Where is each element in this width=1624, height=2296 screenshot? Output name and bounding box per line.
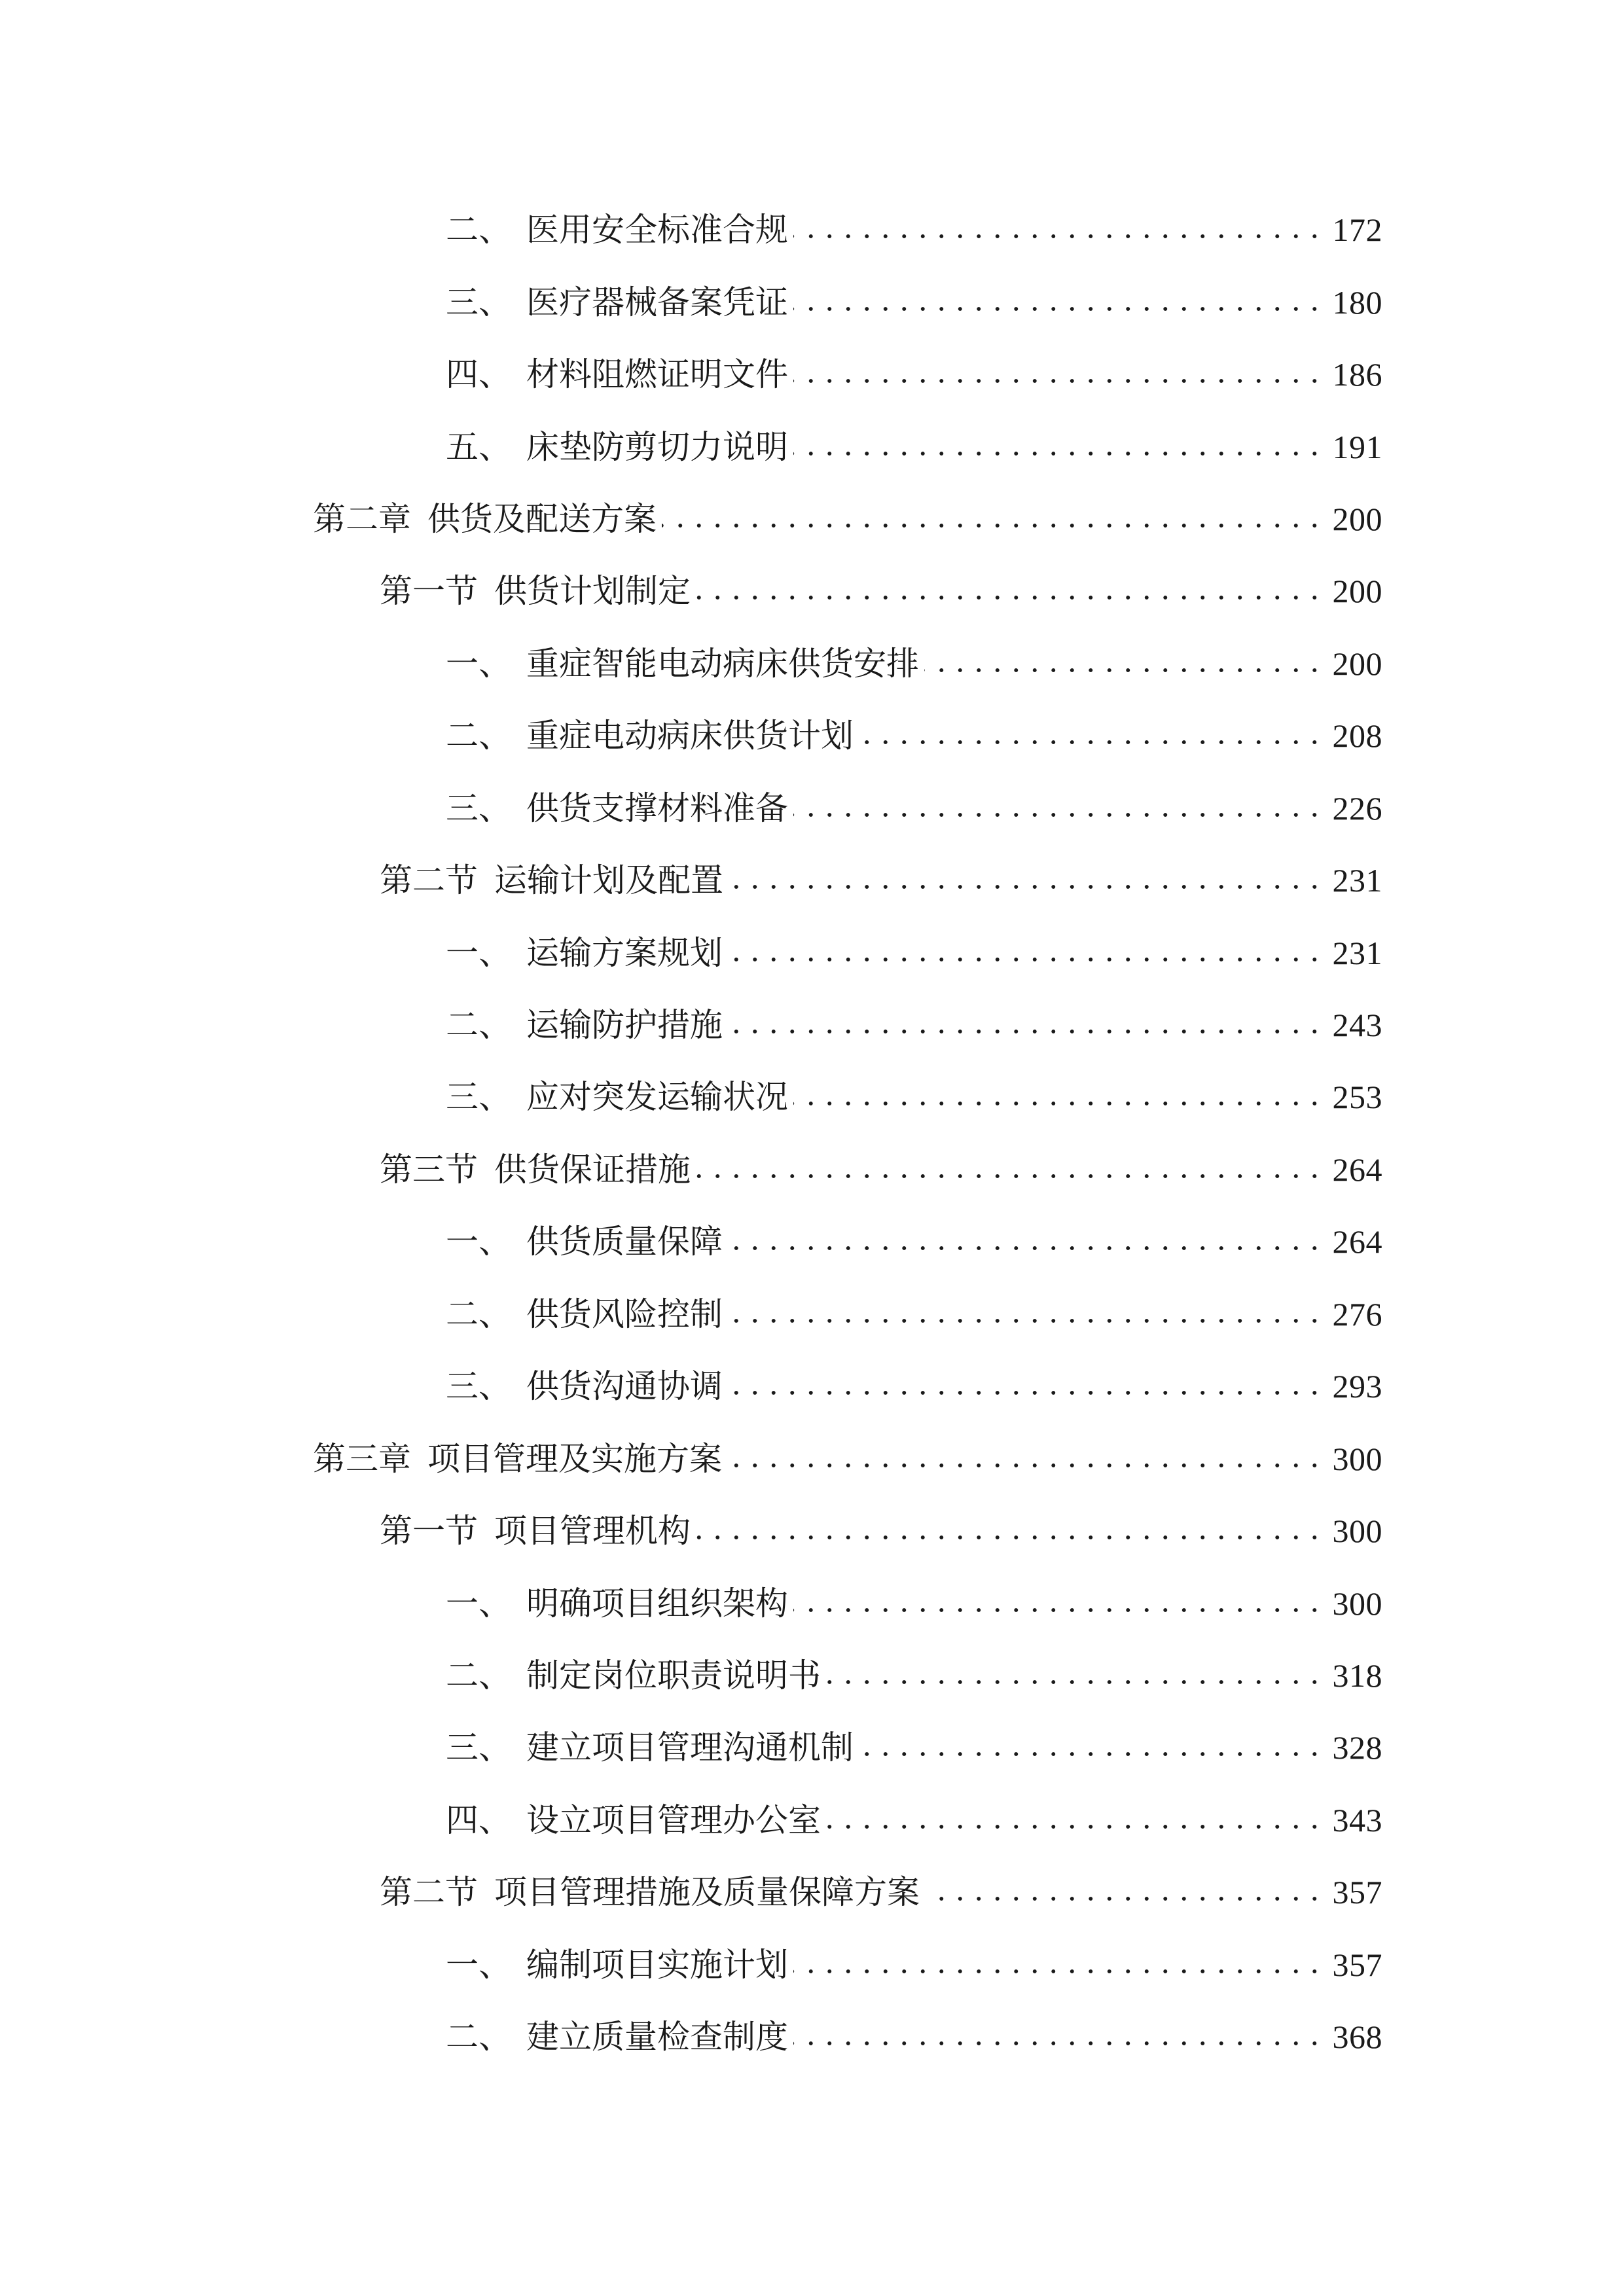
toc-entry-page: 200 — [1332, 500, 1382, 537]
toc-entry-page: 226 — [1332, 789, 1382, 827]
toc-entry-number: 二、 — [446, 717, 511, 755]
toc-entry-number: 三、 — [446, 283, 511, 321]
toc-section-entry — [0, 1856, 1382, 1928]
toc-entry-page: 318 — [1332, 1657, 1382, 1694]
toc-entry-page: 172 — [1332, 211, 1382, 249]
toc-entry-page: 264 — [1332, 1151, 1382, 1188]
toc-entry-page: 300 — [1332, 1440, 1382, 1477]
toc-section-entry — [0, 1134, 1382, 1206]
toc-entry-page: 300 — [1332, 1513, 1382, 1550]
toc-entry-number: 一、 — [446, 934, 511, 971]
toc-entry-title: 明确项目组织架构 — [526, 1585, 788, 1622]
toc-entry-title: 设立项目管理办公室 — [526, 1801, 821, 1839]
toc-entry-title: 医疗器械备案凭证 — [526, 283, 788, 321]
dot-leader — [729, 864, 1324, 897]
toc-entry-title: 运输方案规划 — [526, 934, 723, 971]
toc-entry-number: 第二节 — [380, 1874, 478, 1911]
toc-item-entry — [0, 1640, 1382, 1712]
toc-entry-number: 四、 — [446, 1801, 511, 1839]
toc-section-entry — [0, 1495, 1382, 1567]
toc-item-entry — [0, 1061, 1382, 1133]
dot-leader — [728, 1370, 1324, 1403]
toc-item-entry — [0, 628, 1382, 700]
toc-entry-page: 300 — [1332, 1585, 1382, 1622]
dot-leader — [859, 1731, 1324, 1764]
toc-entry-page: 328 — [1332, 1729, 1382, 1767]
toc-entry-title: 供货计划制定 — [494, 573, 691, 610]
toc-entry-title: 供货沟通协调 — [526, 1368, 723, 1405]
dot-leader — [826, 1659, 1324, 1692]
dot-leader — [696, 575, 1324, 607]
toc-entry-title: 床垫防剪切力说明 — [526, 428, 788, 465]
dot-leader — [728, 937, 1324, 969]
toc-item-entry — [0, 772, 1382, 844]
toc-item-entry — [0, 1206, 1382, 1278]
dot-leader — [793, 792, 1324, 825]
toc-chapter-entry — [0, 1422, 1382, 1494]
dot-leader — [728, 1298, 1324, 1331]
toc-entry-number: 一、 — [446, 1223, 511, 1261]
toc-entry-page: 357 — [1332, 1874, 1382, 1911]
toc-entry-title: 建立项目管理沟通机制 — [526, 1729, 854, 1767]
toc-item-entry — [0, 1784, 1382, 1856]
toc-entry-title: 项目管理措施及质量保障方案 — [494, 1874, 920, 1911]
toc-entry-title: 重症电动病床供货计划 — [526, 717, 854, 755]
dot-leader — [728, 1225, 1324, 1258]
dot-leader — [793, 358, 1324, 391]
dot-leader — [793, 2020, 1324, 2053]
toc-entry-page: 191 — [1332, 428, 1382, 465]
dot-leader — [727, 1443, 1324, 1475]
table-of-contents — [0, 194, 1382, 2073]
toc-item-entry — [0, 1567, 1382, 1639]
toc-item-entry — [0, 266, 1382, 338]
toc-entry-title: 运输计划及配置 — [494, 862, 723, 899]
toc-entry-title: 重症智能电动病床供货安排 — [526, 645, 919, 682]
dot-leader — [826, 1804, 1324, 1837]
toc-chapter-entry — [0, 483, 1382, 555]
dot-leader — [696, 1153, 1324, 1186]
toc-item-entry — [0, 410, 1382, 482]
toc-item-entry — [0, 1712, 1382, 1784]
toc-entry-number: 三、 — [446, 1079, 511, 1116]
toc-entry-number: 第三章 — [313, 1440, 411, 1477]
dot-leader — [662, 503, 1324, 535]
toc-entry-number: 二、 — [446, 211, 511, 249]
toc-section-entry — [0, 555, 1382, 627]
toc-entry-number: 二、 — [446, 2018, 511, 2056]
toc-item-entry — [0, 194, 1382, 266]
toc-entry-number: 二、 — [446, 1657, 511, 1694]
toc-entry-page: 243 — [1332, 1007, 1382, 1044]
toc-entry-title: 供货风险控制 — [526, 1295, 723, 1333]
toc-entry-number: 一、 — [446, 645, 511, 682]
dot-leader — [793, 1587, 1324, 1620]
toc-entry-number: 五、 — [446, 428, 511, 465]
toc-item-entry — [0, 1278, 1382, 1350]
toc-entry-page: 368 — [1332, 2018, 1382, 2056]
dot-leader — [793, 431, 1324, 463]
toc-entry-page: 180 — [1332, 283, 1382, 321]
toc-entry-number: 第三节 — [380, 1151, 478, 1188]
toc-entry-number: 一、 — [446, 1946, 511, 1983]
toc-entry-number: 三、 — [446, 789, 511, 827]
dot-leader — [924, 647, 1324, 680]
toc-item-entry — [0, 916, 1382, 988]
toc-entry-number: 第一节 — [380, 573, 478, 610]
toc-entry-title: 供货及配送方案 — [427, 500, 657, 537]
toc-entry-page: 357 — [1332, 1946, 1382, 1983]
toc-entry-number: 二、 — [446, 1007, 511, 1044]
toc-entry-number: 三、 — [446, 1729, 511, 1767]
toc-item-entry — [0, 989, 1382, 1061]
toc-entry-title: 应对突发运输状况 — [526, 1079, 788, 1116]
toc-entry-title: 项目管理及实施方案 — [427, 1440, 722, 1477]
toc-entry-page: 200 — [1332, 645, 1382, 682]
toc-entry-number: 第二节 — [380, 862, 478, 899]
toc-item-entry — [0, 338, 1382, 410]
toc-entry-number: 第一节 — [380, 1513, 478, 1550]
toc-item-entry — [0, 700, 1382, 772]
toc-item-entry — [0, 2001, 1382, 2073]
toc-entry-page: 208 — [1332, 717, 1382, 755]
toc-entry-title: 项目管理机构 — [494, 1513, 691, 1550]
toc-entry-page: 231 — [1332, 862, 1382, 899]
toc-entry-number: 三、 — [446, 1368, 511, 1405]
toc-entry-page: 186 — [1332, 356, 1382, 393]
toc-entry-page: 293 — [1332, 1368, 1382, 1405]
toc-entry-title: 建立质量检查制度 — [526, 2018, 788, 2056]
toc-entry-page: 276 — [1332, 1295, 1382, 1333]
dot-leader — [859, 719, 1324, 752]
dot-leader — [793, 286, 1324, 319]
toc-entry-title: 材料阻燃证明文件 — [526, 356, 788, 393]
toc-entry-number: 一、 — [446, 1585, 511, 1622]
dot-leader — [793, 1081, 1324, 1113]
toc-entry-page: 200 — [1332, 573, 1382, 610]
toc-entry-page: 264 — [1332, 1223, 1382, 1261]
toc-entry-page: 253 — [1332, 1079, 1382, 1116]
dot-leader — [793, 213, 1324, 246]
toc-entry-title: 制定岗位职责说明书 — [526, 1657, 821, 1694]
dot-leader — [728, 1009, 1324, 1041]
toc-entry-number: 第二章 — [313, 500, 411, 537]
toc-item-entry — [0, 1350, 1382, 1422]
toc-entry-title: 供货保证措施 — [494, 1151, 691, 1188]
dot-leader — [793, 1948, 1324, 1981]
dot-leader — [925, 1876, 1324, 1909]
toc-entry-title: 医用安全标准合规 — [526, 211, 788, 249]
toc-entry-title: 编制项目实施计划 — [526, 1946, 788, 1983]
toc-item-entry — [0, 1929, 1382, 2001]
dot-leader — [696, 1515, 1324, 1547]
toc-entry-number: 二、 — [446, 1295, 511, 1333]
toc-entry-title: 供货质量保障 — [526, 1223, 723, 1261]
toc-entry-page: 231 — [1332, 934, 1382, 971]
toc-section-entry — [0, 844, 1382, 916]
toc-entry-title: 供货支撑材料准备 — [526, 789, 788, 827]
toc-entry-number: 四、 — [446, 356, 511, 393]
toc-entry-page: 343 — [1332, 1801, 1382, 1839]
toc-entry-title: 运输防护措施 — [526, 1007, 723, 1044]
